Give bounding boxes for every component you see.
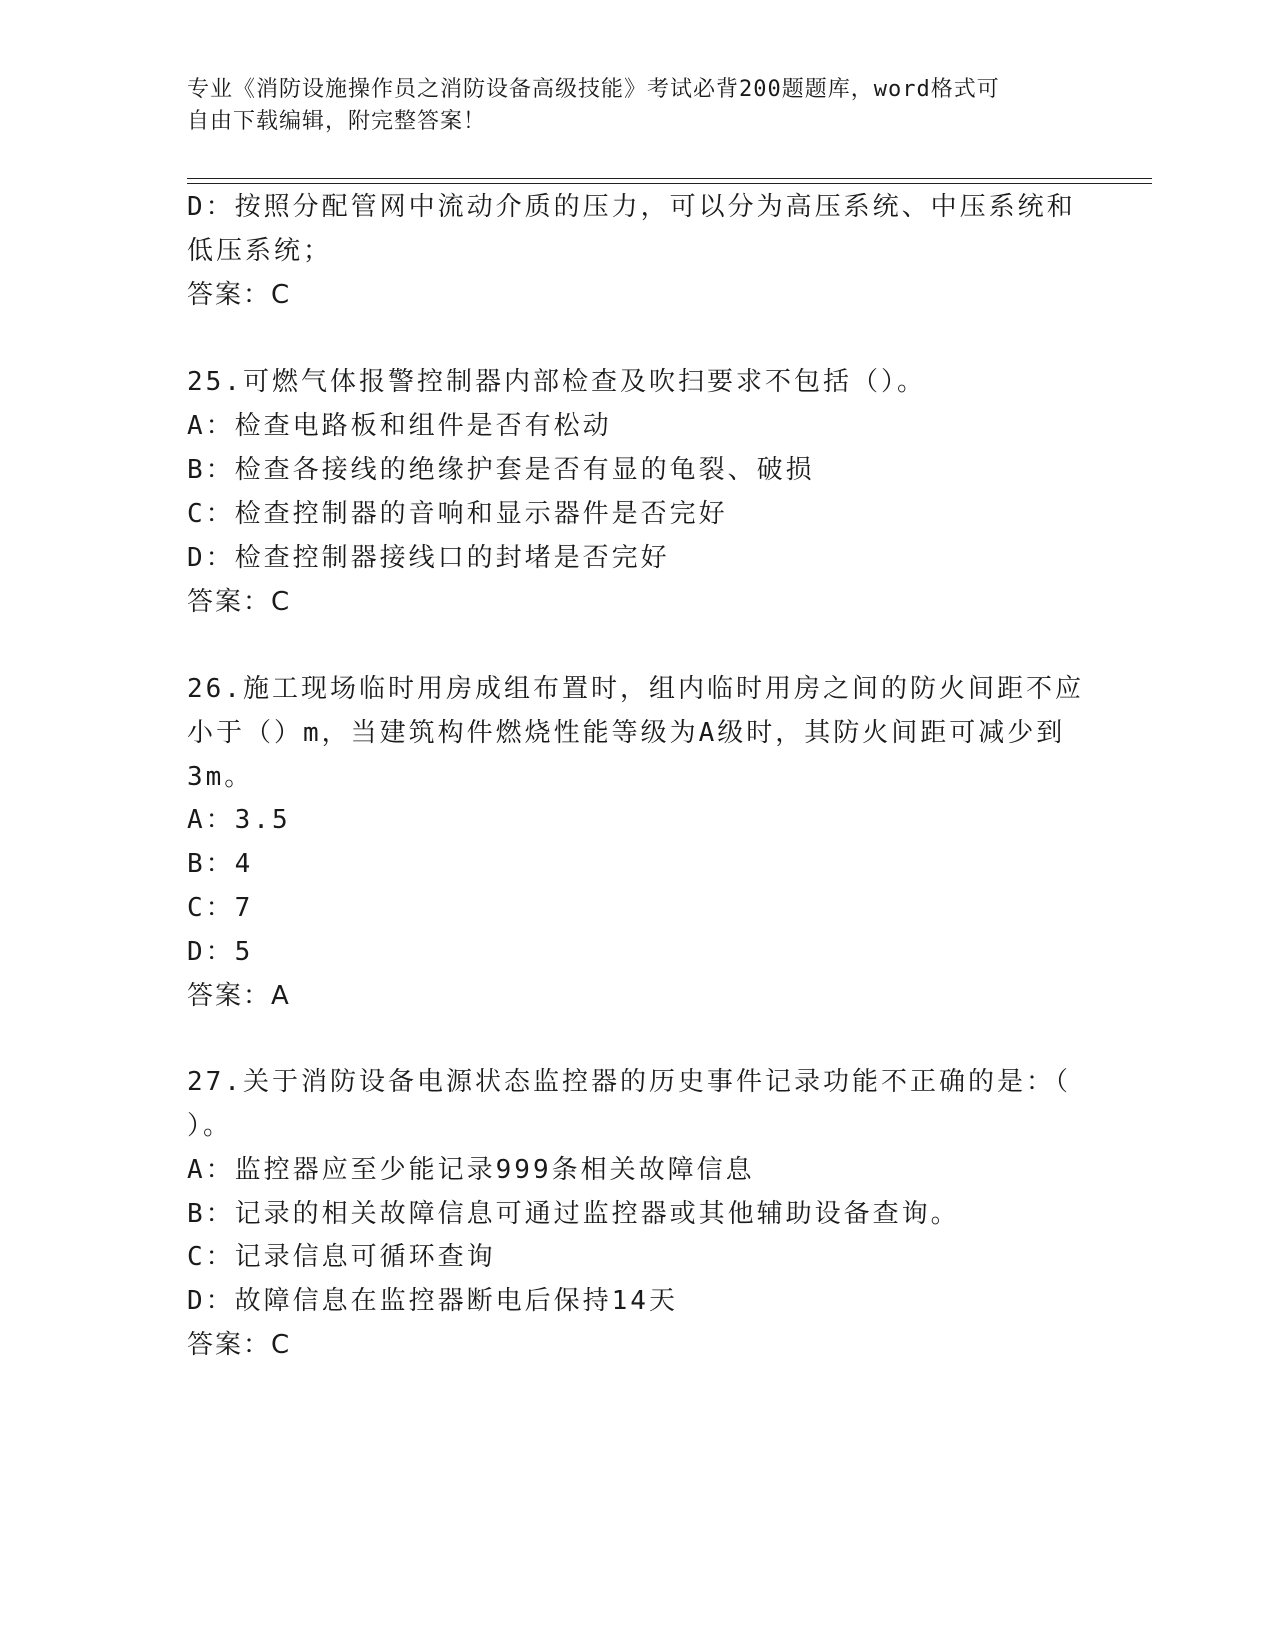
- question-26-stem-line-3: 3m。: [187, 762, 254, 792]
- page-header: [187, 74, 1077, 138]
- question-26-stem-line-2: 小于（）m，当建筑构件燃烧性能等级为A级时，其防火间距可减少到: [187, 718, 1066, 748]
- question-27-option-d: D：故障信息在监控器断电后保持14天: [187, 1286, 678, 1316]
- question-25-answer: 答案：C: [187, 587, 292, 617]
- question-27-option-b: B：记录的相关故障信息可通过监控器或其他辅助设备查询。: [187, 1199, 960, 1229]
- question-25-option-b: B：检查各接线的绝缘护套是否有显的龟裂、破损: [187, 455, 815, 485]
- question-25-option-d: D：检查控制器接线口的封堵是否完好: [187, 543, 670, 573]
- header-title-line-2: 自由下载编辑，附完整答案！: [187, 109, 487, 134]
- question-25-stem: 25.可燃气体报警控制器内部检查及吹扫要求不包括（）。: [187, 367, 926, 397]
- question-26-option-d: D：5: [187, 937, 254, 967]
- question-26-option-a: A：3.5: [187, 805, 291, 835]
- question-26-answer: 答案：A: [187, 981, 291, 1011]
- prev-answer: 答案：C: [187, 280, 292, 310]
- question-26-option-b: B：4: [187, 849, 254, 879]
- question-26-option-c: C：7: [187, 893, 254, 923]
- question-27-option-c: C：记录信息可循环查询: [187, 1242, 496, 1272]
- question-27-answer: 答案：C: [187, 1330, 292, 1360]
- header-divider-bottom: [187, 183, 1152, 184]
- prev-option-d-line-2: 低压系统；: [187, 236, 333, 266]
- question-27-option-a: A：监控器应至少能记录999条相关故障信息: [187, 1155, 755, 1185]
- question-26-stem-line-1: 26.施工现场临时用房成组布置时，组内临时用房之间的防火间距不应: [187, 674, 1084, 704]
- prev-option-d-line-1: D：按照分配管网中流动介质的压力，可以分为高压系统、中压系统和: [187, 192, 1076, 222]
- question-27-stem-line-2: ）。: [187, 1111, 233, 1141]
- question-27-stem-line-1: 27.关于消防设备电源状态监控器的历史事件记录功能不正确的是：（: [187, 1067, 1071, 1097]
- header-title-line-1: 专业《消防设施操作员之消防设备高级技能》考试必背200题题库，word格式可: [187, 77, 1000, 102]
- question-25-option-a: A：检查电路板和组件是否有松动: [187, 411, 612, 441]
- question-25-option-c: C：检查控制器的音响和显示器件是否完好: [187, 499, 728, 529]
- header-divider-top: [187, 178, 1152, 179]
